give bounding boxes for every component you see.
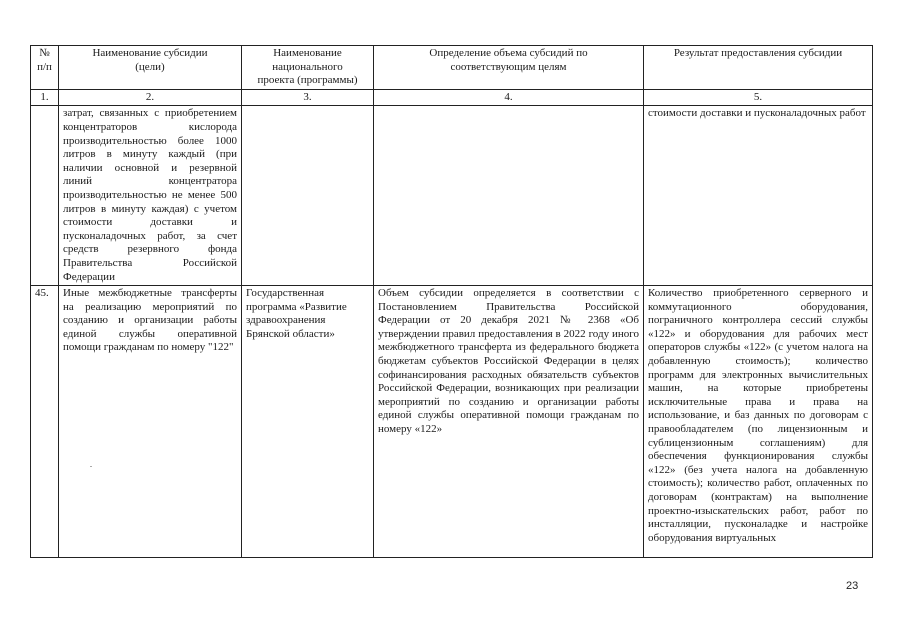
column-number: 4.	[374, 89, 644, 106]
header-volume-definition: Определение объема субсидий по соответствующим целям	[374, 46, 644, 90]
page-number: 23	[846, 580, 859, 592]
subsidy-name-cell: Иные межбюджетные трансферты на реализацию мероприятий по созданию и организации работы единой службы оперативной помощи гражданам по номеру "122"	[59, 286, 242, 558]
header-national-project: Наименование национального проекта (программы)	[242, 46, 374, 90]
header-subsidy-name: Наименование субсидии (цели)	[59, 46, 242, 90]
result-cell: стоимости доставки и пусконаладочных работ	[644, 106, 873, 286]
table-header-row	[31, 46, 873, 90]
national-project-cell	[242, 106, 374, 286]
volume-definition-cell: Объем субсидии определяется в соответствии с Постановлением Правительства Российской Федерации от 20 декабря 2021 № 2368 «Об утверждении правил предоставления в 2022 году иного межбюджетного трансферта из федерального бюджета бюджетам субъектов Российской Федерации в целях софинансирования расходных обязательств субъектов Российской Федерации, возникающих при реализации мероприятий по созданию и организации работы единой службы оперативной помощи гражданам по номеру «122»	[374, 286, 644, 558]
header-number: № п/п	[31, 46, 59, 90]
row-number	[31, 106, 59, 286]
column-number: 5.	[644, 89, 873, 106]
column-number: 1.	[31, 89, 59, 106]
volume-definition-cell	[374, 106, 644, 286]
national-project-cell: Государственная программа «Развитие здравоохранения Брянской области»	[242, 286, 374, 558]
column-number: 2.	[59, 89, 242, 106]
result-cell: Количество приобретенного серверного и коммутационного оборудования, пограничного контроллера сессий службы «122» и оборудования для рабочих мест операторов службы «122» (с учетом налога на добавленную стоимость); количество программ для электронных вычислительных машин, на которые приобретены исключительные права и права на использование, и баз данных по договорам с правообладателем (по лицензионным и сублицензионным соглашениям) для обеспечения функционирования службы «122» (без учета налога на добавленную стоимость); количество работ, оплаченных по договорам (контрактам) на выполнение проектно-изыскательских работ, работ по инсталляции, пусконаладке и настройке оборудования виртуальных	[644, 286, 873, 558]
subsidy-name-cell: затрат, связанных с приобретением концентраторов кислорода производительностью более 1000 литров в минуту каждый (при наличии основной и резервной линий концентратора производительностью не менее 500 литров в минуту каждая) с учетом стоимости доставки и пусконаладочных работ, за счет средств резервного фонда Правительства Российской Федерации	[59, 106, 242, 286]
row-number: 45.	[31, 286, 59, 558]
table-row	[31, 106, 873, 286]
column-number: 3.	[242, 89, 374, 106]
subsidy-table	[30, 45, 873, 558]
column-numbering-row	[31, 89, 873, 106]
header-result: Результат предоставления субсидии	[644, 46, 873, 90]
table-row	[31, 286, 873, 558]
scan-speck	[90, 466, 92, 467]
